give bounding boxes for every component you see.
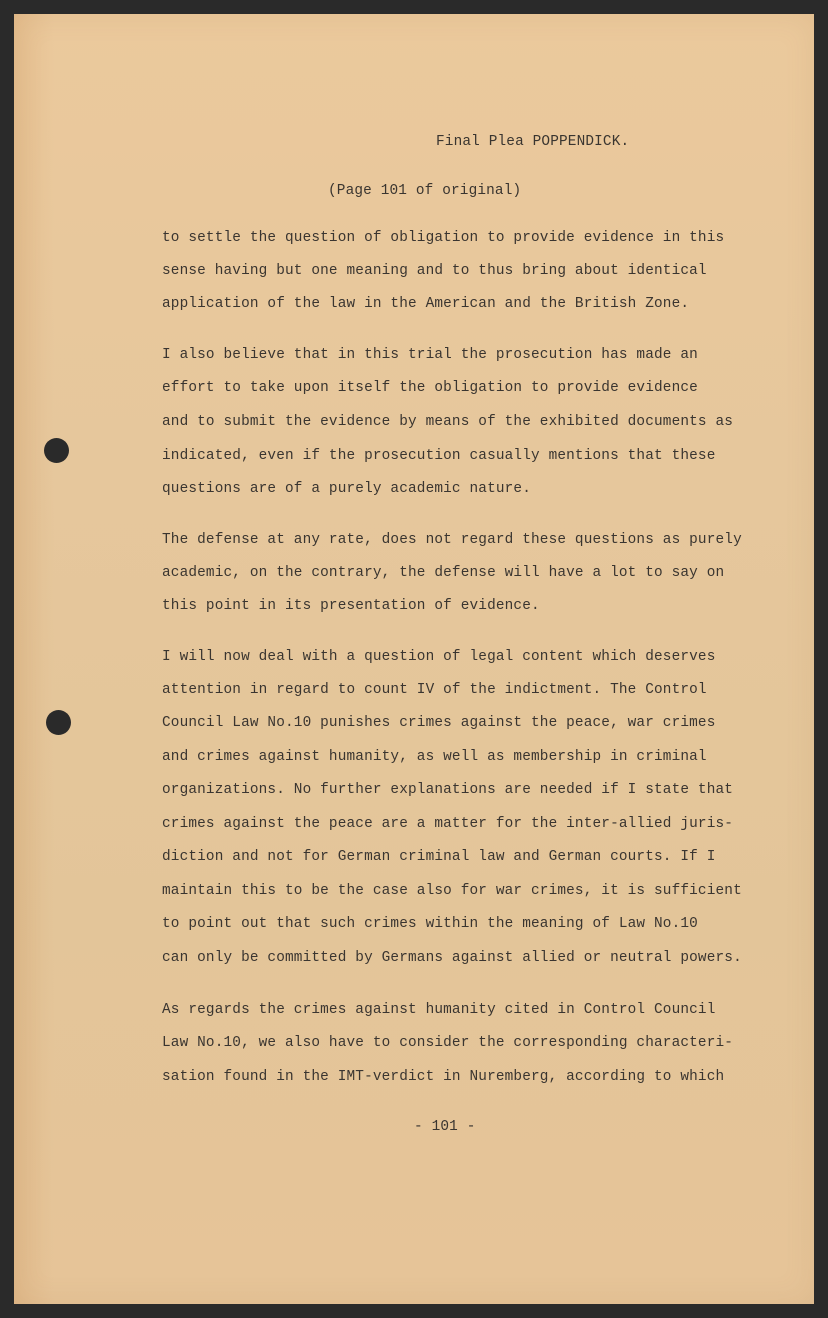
body-line: maintain this to be the case also for war crimes, it is sufficient [162, 883, 742, 899]
body-line: The defense at any rate, does not regard these questions as purely [162, 532, 742, 548]
body-line: to settle the question of obligation to provide evidence in this [162, 230, 725, 246]
page-reference: (Page 101 of original) [328, 183, 522, 199]
body-line: application of the law in the American and the British Zone. [162, 296, 690, 312]
body-line: this point in its presentation of evidence. [162, 598, 540, 614]
body-line: effort to take upon itself the obligation to provide evidence [162, 380, 698, 396]
body-line: diction and not for German criminal law and German courts. If I [162, 849, 716, 865]
body-line: attention in regard to count IV of the indictment. The Control [162, 682, 707, 698]
body-line: organizations. No further explanations are needed if I state that [162, 782, 734, 798]
body-line: and crimes against humanity, as well as membership in criminal [162, 749, 707, 765]
punch-hole-top [44, 438, 69, 463]
page-number: - 101 - [414, 1119, 476, 1135]
body-line: I also believe that in this trial the prosecution has made an [162, 347, 698, 363]
body-line: sense having but one meaning and to thus bring about identical [162, 263, 707, 279]
body-line: Law No.10, we also have to consider the corresponding characteri- [162, 1035, 734, 1051]
body-line: Council Law No.10 punishes crimes against the peace, war crimes [162, 715, 716, 731]
body-line: can only be committed by Germans against allied or neutral powers. [162, 950, 742, 966]
body-line: crimes against the peace are a matter for the inter-allied juris- [162, 816, 734, 832]
document-title: Final Plea POPPENDICK. [436, 134, 630, 150]
punch-hole-bottom [46, 710, 71, 735]
body-line: I will now deal with a question of legal content which deserves [162, 649, 716, 665]
body-line: to point out that such crimes within the meaning of Law No.10 [162, 916, 698, 932]
body-line: academic, on the contrary, the defense will have a lot to say on [162, 565, 725, 581]
body-line: As regards the crimes against humanity cited in Control Council [162, 1002, 716, 1018]
body-line: questions are of a purely academic nature. [162, 481, 532, 497]
body-line: and to submit the evidence by means of the exhibited documents as [162, 414, 734, 430]
body-line: sation found in the IMT-verdict in Nuremberg, according to which [162, 1069, 725, 1085]
body-line: indicated, even if the prosecution casually mentions that these [162, 448, 716, 464]
